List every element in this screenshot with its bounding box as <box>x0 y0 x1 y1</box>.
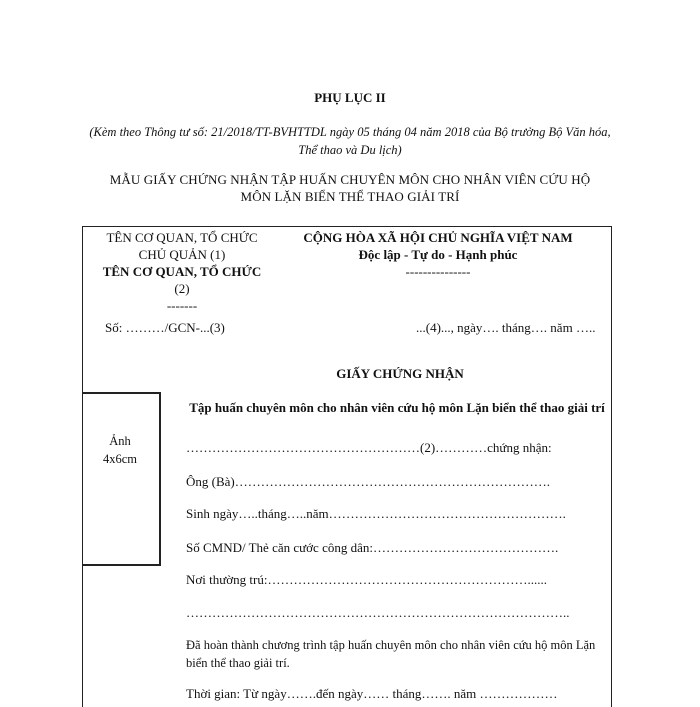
residence-field: Nơi thường trú:……………………………………………………...... <box>186 572 547 587</box>
completion-statement: Đã hoàn thành chương trình tập huấn chuyên môn cho nhân viên cứu hộ môn Lặn biển thể thao giải trí. <box>186 638 596 670</box>
form-heading-line2: MÔN LẶN BIỂN THỂ THAO GIẢI TRÍ <box>240 189 460 204</box>
nation-motto: Độc lập - Tự do - Hạnh phúc <box>358 247 518 262</box>
training-period-field: Thời gian: Từ ngày…….đến ngày…… tháng……. năm ……………… <box>186 686 558 701</box>
name-field: Ông (Bà)………………………………………………………………. <box>186 474 550 489</box>
appendix-title: PHỤ LỤC II <box>314 90 386 105</box>
org-line1: TÊN CƠ QUAN, TỔ CHỨC <box>106 230 258 245</box>
organization-block <box>82 229 282 314</box>
photo-label-line1: Ảnh <box>109 434 131 448</box>
id-field: Số CMND/ Thẻ căn cước công dân:……………………………………. <box>186 540 559 555</box>
residence-continued-field: …………………………………………………………………………….. <box>186 605 570 620</box>
org-line2: CHỦ QUẢN (1) <box>138 247 226 262</box>
photo-label-line2: 4x6cm <box>102 452 138 466</box>
certificate-number: Số: ………/GCN-...(3) <box>105 320 225 335</box>
dob-field: Sinh ngày…..tháng…..năm………………………………………………. <box>186 506 566 521</box>
photo-label <box>82 432 158 468</box>
nation-name: CỘNG HÒA XÃ HỘI CHỦ NGHĨA VIỆT NAM <box>303 230 573 245</box>
org-line4: (2) <box>174 281 190 296</box>
nation-separator: --------------- <box>405 264 471 279</box>
national-header <box>288 229 588 280</box>
legal-basis: (Kèm theo Thông tư số: 21/2018/TT-BVHTTDL ngày 05 tháng 04 năm 2018 của Bộ trưởng Bộ Văn hóa, Thể thao và Du lịch) <box>89 125 611 157</box>
certifier-field: ………………………………………………(2)…………chứng nhận: <box>186 440 552 455</box>
form-heading-line1: MẪU GIẤY CHỨNG NHẬN TẬP HUẤN CHUYÊN MÔN CHO NHÂN VIÊN CỨU HỘ <box>109 172 591 187</box>
org-line3: TÊN CƠ QUAN, TỔ CHỨC <box>102 264 262 279</box>
org-separator: ------- <box>166 298 198 313</box>
issue-date: ...(4)..., ngày…. tháng…. năm ….. <box>416 320 596 335</box>
photo-placeholder <box>82 392 161 566</box>
form-heading <box>80 171 620 205</box>
certificate-title: GIẤY CHỨNG NHẬN <box>336 366 464 381</box>
certificate-subtitle: Tập huấn chuyên môn cho nhân viên cứu hộ môn Lặn biển thể thao giải trí <box>189 400 605 415</box>
